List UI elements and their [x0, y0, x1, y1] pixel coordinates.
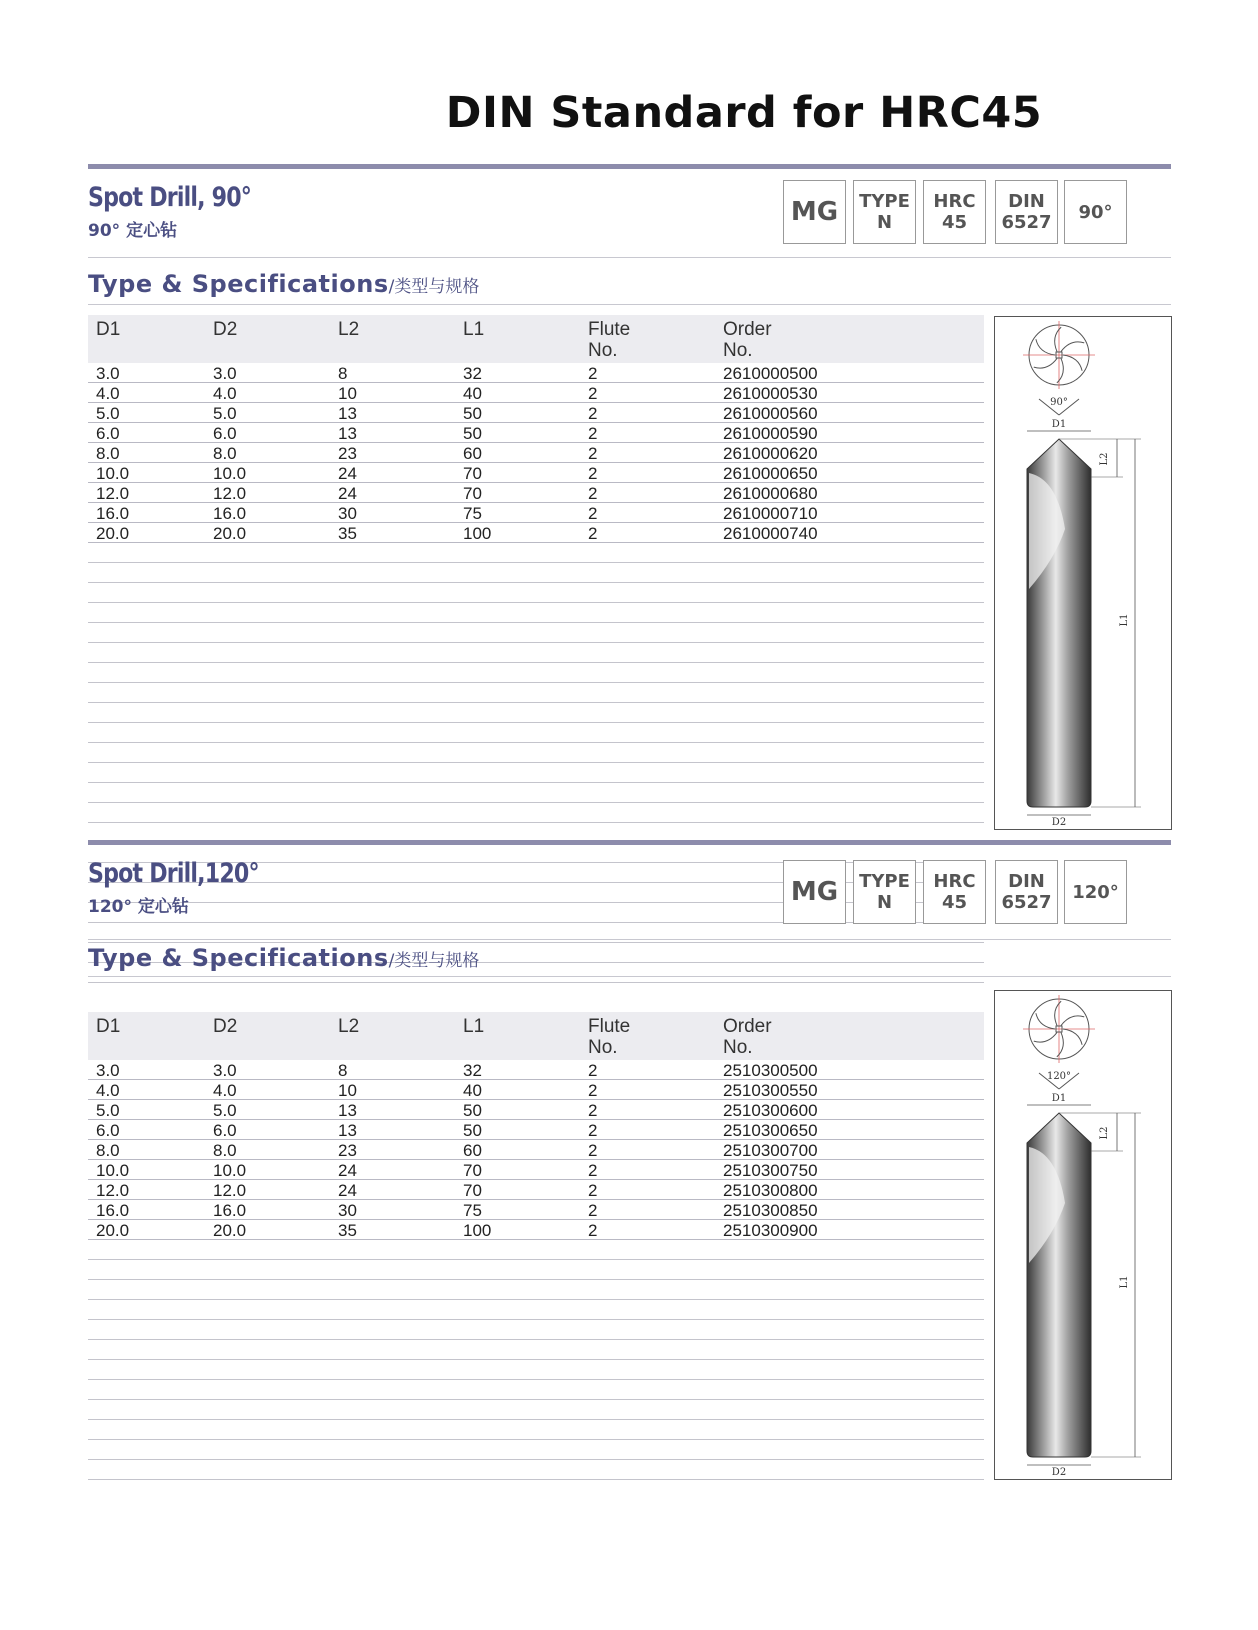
flute-curve [1057, 1032, 1063, 1056]
table-row [88, 363, 984, 383]
cell-order: 2510300550 [723, 1081, 818, 1100]
cell-order: 2610000530 [723, 384, 818, 403]
section-divider [88, 257, 1171, 258]
cell-order: 2510300850 [723, 1201, 818, 1220]
cell-d1: 3.0 [96, 364, 120, 383]
cell-order: 2510300750 [723, 1161, 818, 1180]
cell-order: 2510300800 [723, 1181, 818, 1200]
column-header-flute: Flute [588, 319, 631, 340]
spec-heading-en: Type & Specifications [88, 944, 389, 972]
cell-order: 2510300650 [723, 1121, 818, 1140]
spec-heading [88, 270, 479, 298]
cell-l1: 40 [463, 1081, 482, 1100]
l2-label: L2 [1099, 452, 1110, 466]
cell-l2: 24 [338, 1181, 357, 1200]
spec-badge [1064, 180, 1127, 244]
flute-curve [1034, 358, 1057, 368]
l1-label: L1 [1119, 1275, 1130, 1289]
empty-table-line [88, 642, 984, 643]
cell-d1: 4.0 [96, 384, 120, 403]
badge-line-1: HRC [933, 191, 976, 212]
column-header-order: No. [723, 1037, 753, 1058]
cell-d2: 10.0 [213, 1161, 247, 1180]
table-row [88, 503, 984, 523]
angle-label: 120° [1046, 1071, 1072, 1082]
d1-label: D1 [1051, 1093, 1067, 1104]
cell-d1: 16.0 [96, 504, 130, 523]
cell-flute: 2 [588, 1181, 598, 1200]
empty-table-line [88, 702, 984, 703]
cell-order: 2610000500 [723, 364, 818, 383]
empty-table-line [88, 622, 984, 623]
table-row [88, 1200, 984, 1220]
badge-line-1: TYPE [859, 191, 910, 212]
empty-table-line [88, 1259, 984, 1260]
cell-d1: 8.0 [96, 1141, 120, 1160]
empty-table-line [88, 1479, 984, 1480]
badge-line-2: 45 [941, 892, 968, 913]
cell-l1: 50 [463, 424, 482, 443]
cell-order: 2610000680 [723, 484, 818, 503]
cell-l1: 60 [463, 444, 482, 463]
empty-table-line [88, 662, 984, 663]
spec-heading-cn: /类型与规格 [388, 951, 480, 971]
empty-table-line [88, 782, 984, 783]
table-row [88, 523, 984, 543]
cell-d2: 6.0 [213, 1121, 237, 1140]
badge-line-1: HRC [933, 871, 976, 892]
cell-order: 2510300500 [723, 1061, 818, 1080]
cell-order: 2510300600 [723, 1101, 818, 1120]
cell-d2: 5.0 [213, 404, 237, 423]
empty-table-line [88, 722, 984, 723]
cell-l2: 30 [338, 504, 357, 523]
spec-heading [88, 944, 479, 972]
drill-drawing [995, 991, 1171, 1479]
column-header-d2: D2 [213, 1016, 238, 1037]
cell-d2: 8.0 [213, 1141, 237, 1160]
cell-flute: 2 [588, 1141, 598, 1160]
cell-l2: 35 [338, 524, 357, 543]
empty-table-line [88, 1379, 984, 1380]
table-row [88, 1120, 984, 1140]
angle-label: 90° [1050, 397, 1068, 408]
badge-line-2: 45 [941, 212, 968, 233]
cell-d2: 4.0 [213, 384, 237, 403]
table-header [88, 1012, 984, 1060]
tool-diagram [994, 990, 1172, 1480]
cell-flute: 2 [588, 384, 598, 403]
spec-badge [923, 180, 986, 244]
cell-order: 2610000560 [723, 404, 818, 423]
empty-table-line [88, 582, 984, 583]
cell-order: 2610000590 [723, 424, 818, 443]
cell-l1: 100 [463, 1221, 492, 1240]
column-header-d1: D1 [96, 1016, 121, 1037]
column-header-order: No. [723, 340, 753, 361]
cell-l2: 23 [338, 444, 357, 463]
spec-heading-cn: /类型与规格 [388, 277, 480, 297]
cell-flute: 2 [588, 404, 598, 423]
spec-badge [995, 860, 1058, 924]
column-header-d2: D2 [213, 319, 238, 340]
badge-line-1: MG [790, 876, 839, 907]
empty-table-line [88, 1459, 984, 1460]
column-header-l1: L1 [463, 319, 485, 340]
cell-l2: 13 [338, 424, 357, 443]
spec-divider [88, 304, 1171, 305]
empty-table-line [88, 822, 984, 823]
badge-line-1: DIN [1008, 191, 1045, 212]
cell-l1: 75 [463, 1201, 482, 1220]
badge-line-1: MG [790, 196, 839, 227]
cell-flute: 2 [588, 1081, 598, 1100]
table-row [88, 1180, 984, 1200]
l1-label: L1 [1119, 613, 1130, 627]
cell-flute: 2 [588, 424, 598, 443]
cell-order: 2610000740 [723, 524, 818, 543]
flute-curve [1055, 327, 1061, 351]
empty-table-line [88, 562, 984, 563]
empty-table-line [88, 1299, 984, 1300]
badge-line-1: 120° [1072, 881, 1119, 903]
table-row [88, 383, 984, 403]
column-header-flute: No. [588, 1037, 618, 1058]
cell-d1: 8.0 [96, 444, 120, 463]
spec-divider [88, 976, 1171, 977]
empty-table-line [88, 1399, 984, 1400]
flute-curve [1061, 1016, 1084, 1026]
badge-line-1: 90° [1078, 201, 1113, 223]
cell-flute: 2 [588, 484, 598, 503]
cell-flute: 2 [588, 1101, 598, 1120]
table-row [88, 463, 984, 483]
cell-l1: 50 [463, 1101, 482, 1120]
d1-label: D1 [1051, 419, 1067, 430]
cell-d2: 12.0 [213, 484, 247, 503]
cell-d2: 5.0 [213, 1101, 237, 1120]
column-header-order: Order [723, 319, 772, 340]
cell-d2: 4.0 [213, 1081, 237, 1100]
empty-table-line [88, 762, 984, 763]
cell-d2: 3.0 [213, 1061, 237, 1080]
page-title: DIN Standard for HRC45 [445, 88, 1043, 138]
cell-l2: 13 [338, 404, 357, 423]
cell-l2: 10 [338, 1081, 357, 1100]
tool-diagram [994, 316, 1172, 830]
product-name-cn: 90° 定心钻 [88, 221, 178, 241]
cell-d1: 3.0 [96, 1061, 120, 1080]
cell-d2: 6.0 [213, 424, 237, 443]
cell-d1: 6.0 [96, 1121, 120, 1140]
section-divider [88, 939, 1171, 940]
cell-l2: 10 [338, 384, 357, 403]
product-name-cn: 120° 定心钻 [88, 897, 189, 917]
cell-flute: 2 [588, 464, 598, 483]
cell-d1: 12.0 [96, 484, 130, 503]
flute-curve [1055, 1001, 1061, 1025]
empty-table-line [88, 1419, 984, 1420]
cell-d2: 3.0 [213, 364, 237, 383]
empty-table-line [88, 1439, 984, 1440]
cell-d1: 6.0 [96, 424, 120, 443]
table-row [88, 1140, 984, 1160]
cell-order: 2510300900 [723, 1221, 818, 1240]
cell-flute: 2 [588, 504, 598, 523]
cell-l2: 13 [338, 1101, 357, 1120]
badge-line-1: TYPE [859, 871, 910, 892]
table-row [88, 1220, 984, 1240]
cell-order: 2610000710 [723, 504, 818, 523]
cell-d2: 20.0 [213, 524, 247, 543]
cell-flute: 2 [588, 444, 598, 463]
cell-l1: 50 [463, 404, 482, 423]
empty-table-line [88, 682, 984, 683]
column-header-flute: No. [588, 340, 618, 361]
cell-l1: 32 [463, 1061, 482, 1080]
cell-d1: 10.0 [96, 464, 130, 483]
d2-label: D2 [1051, 1467, 1067, 1478]
table-row [88, 443, 984, 463]
empty-table-line [88, 1339, 984, 1340]
column-header-l2: L2 [338, 319, 360, 340]
flute-curve [1061, 342, 1084, 352]
empty-table-line [88, 1319, 984, 1320]
flute-curve [1034, 1032, 1057, 1042]
spec-badge [1064, 860, 1127, 924]
cell-flute: 2 [588, 524, 598, 543]
flute-curve [1063, 355, 1082, 371]
cell-d2: 20.0 [213, 1221, 247, 1240]
cell-order: 2510300700 [723, 1141, 818, 1160]
cell-l1: 70 [463, 1161, 482, 1180]
empty-table-line [88, 1279, 984, 1280]
column-header-l2: L2 [338, 1016, 360, 1037]
product-name: Spot Drill, 90° [88, 182, 252, 213]
cell-flute: 2 [588, 1201, 598, 1220]
column-header-order: Order [723, 1016, 772, 1037]
spec-badge [995, 180, 1058, 244]
table-row [88, 1080, 984, 1100]
section-top-rule [88, 164, 1171, 169]
cell-l2: 24 [338, 464, 357, 483]
l2-label: L2 [1099, 1126, 1110, 1140]
empty-table-line [88, 802, 984, 803]
spec-badge [783, 860, 846, 924]
cell-flute: 2 [588, 1121, 598, 1140]
cell-l1: 50 [463, 1121, 482, 1140]
badge-line-2: 6527 [1001, 892, 1052, 913]
cell-l2: 24 [338, 1161, 357, 1180]
table-row [88, 1100, 984, 1120]
cell-d1: 4.0 [96, 1081, 120, 1100]
table-header [88, 315, 984, 363]
cell-d1: 5.0 [96, 1101, 120, 1120]
flute-curve [1036, 339, 1055, 355]
spec-badge [853, 180, 916, 244]
cell-d1: 5.0 [96, 404, 120, 423]
table-row [88, 1160, 984, 1180]
cell-d1: 20.0 [96, 1221, 130, 1240]
cell-d2: 8.0 [213, 444, 237, 463]
flute-curve [1063, 1029, 1082, 1045]
cell-d1: 10.0 [96, 1161, 130, 1180]
badge-line-2: N [876, 892, 893, 913]
cell-flute: 2 [588, 1161, 598, 1180]
table-row [88, 483, 984, 503]
cell-d1: 20.0 [96, 524, 130, 543]
product-section [0, 840, 1258, 1493]
table-row [88, 423, 984, 443]
table-row [88, 1060, 984, 1080]
drill-drawing [995, 317, 1171, 829]
cell-l2: 8 [338, 364, 348, 383]
cell-l2: 30 [338, 1201, 357, 1220]
cell-l1: 75 [463, 504, 482, 523]
product-name: Spot Drill,120° [88, 858, 259, 889]
cell-d2: 12.0 [213, 1181, 247, 1200]
cell-flute: 2 [588, 1221, 598, 1240]
cell-l1: 70 [463, 1181, 482, 1200]
d2-label: D2 [1051, 817, 1067, 828]
spec-heading-en: Type & Specifications [88, 270, 389, 298]
cell-l1: 70 [463, 484, 482, 503]
cell-l2: 13 [338, 1121, 357, 1140]
cell-l2: 8 [338, 1061, 348, 1080]
empty-table-line [88, 742, 984, 743]
cell-flute: 2 [588, 364, 598, 383]
badge-line-2: 6527 [1001, 212, 1052, 233]
cell-order: 2610000620 [723, 444, 818, 463]
empty-table-line [88, 602, 984, 603]
column-header-flute: Flute [588, 1016, 631, 1037]
spec-badge [923, 860, 986, 924]
flute-curve [1036, 1013, 1055, 1029]
spec-badge [783, 180, 846, 244]
cell-d2: 16.0 [213, 1201, 247, 1220]
table-row [88, 403, 984, 423]
column-header-d1: D1 [96, 319, 121, 340]
empty-table-line [88, 1359, 984, 1360]
cell-l1: 70 [463, 464, 482, 483]
cell-l2: 23 [338, 1141, 357, 1160]
flute-curve [1057, 358, 1063, 382]
cell-d2: 16.0 [213, 504, 247, 523]
cell-l1: 40 [463, 384, 482, 403]
column-header-l1: L1 [463, 1016, 485, 1037]
badge-line-2: N [876, 212, 893, 233]
cell-order: 2610000650 [723, 464, 818, 483]
cell-l2: 24 [338, 484, 357, 503]
cell-l1: 60 [463, 1141, 482, 1160]
section-top-rule [88, 840, 1171, 845]
badge-line-1: DIN [1008, 871, 1045, 892]
cell-flute: 2 [588, 1061, 598, 1080]
cell-d2: 10.0 [213, 464, 247, 483]
cell-d1: 12.0 [96, 1181, 130, 1200]
cell-l1: 32 [463, 364, 482, 383]
cell-l1: 100 [463, 524, 492, 543]
spec-badge [853, 860, 916, 924]
cell-d1: 16.0 [96, 1201, 130, 1220]
cell-l2: 35 [338, 1221, 357, 1240]
